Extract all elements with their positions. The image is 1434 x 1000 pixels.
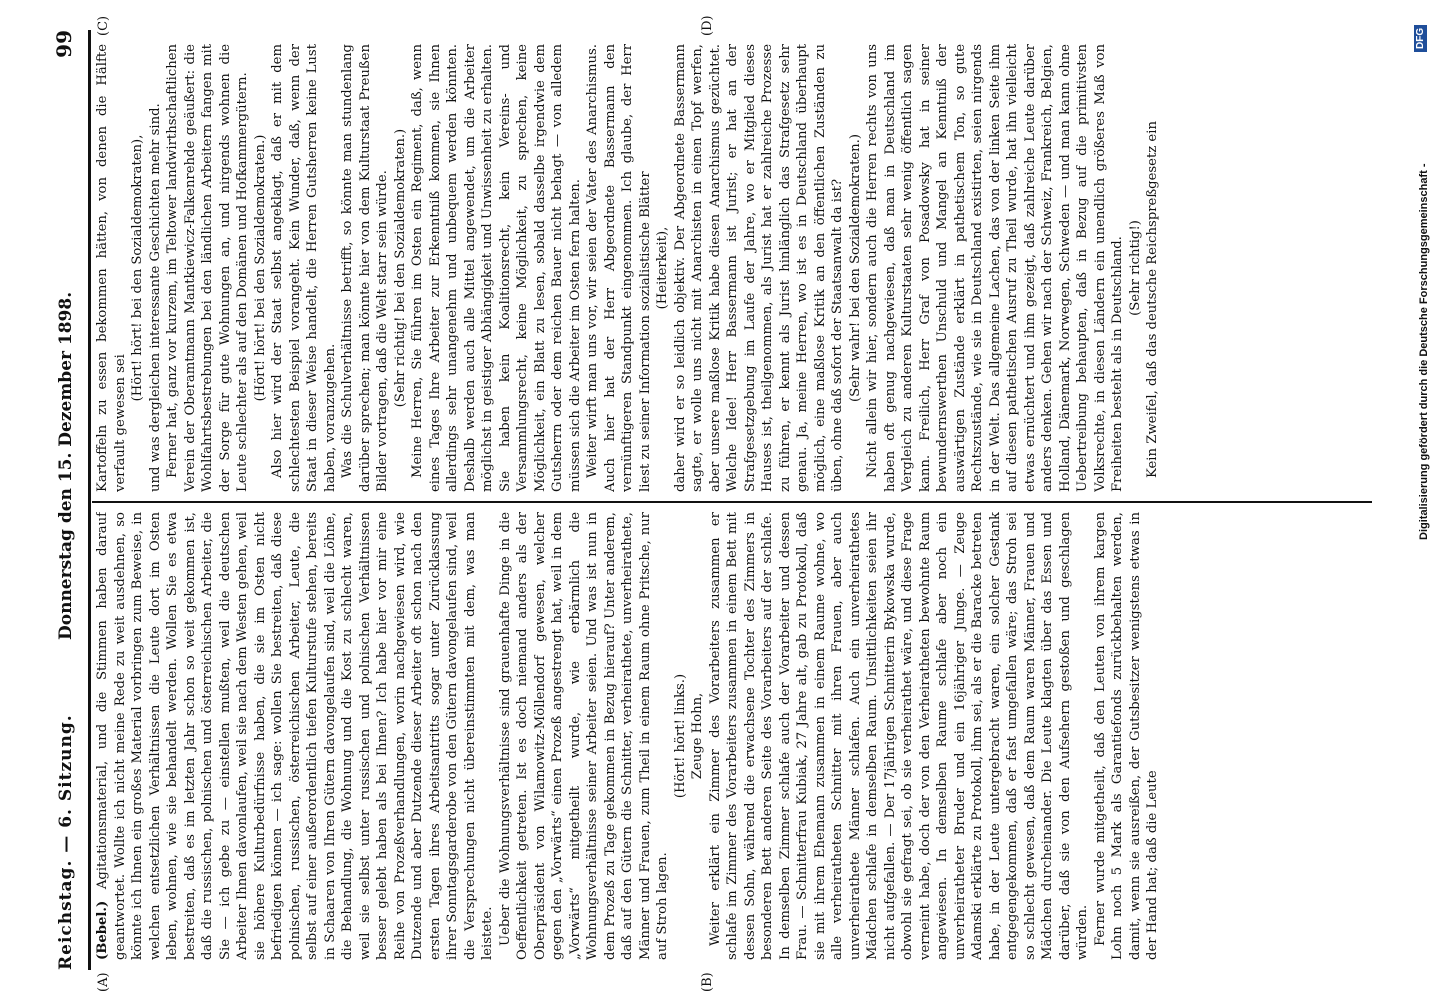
header-left: Reichstag. — 6. Sitzung. — [56, 714, 76, 970]
column-divider — [92, 501, 1372, 503]
digitization-credit — [1418, 163, 1430, 540]
paragraph: Ferner wurde mitgetheilt, daß den Leuten von ihrem kargen Lohn noch 5 Mark als Garantiefonds zurückbehalten werden, damit, wenn sie ausreißen, der Gutsbesitzer wenigstens etwas in der Hand hat; daß die Leute — [1092, 512, 1160, 960]
paragraph: Ueber die Wohnungsverhältnisse sind grauenhafte Dinge in die Oeffentlichkeit getreten. Ist es doch niemand anders als der Oberpräsident von Wilamowitz-Möllendorf gewesen, welcher gegen den „Vorwärts“ einen Prozeß angestrengt hat, weil in dem „Vorwärts“ mitgetheilt wurde, wie erbärmlich die Wohnungsverhältnisse seiner Arbeiter seien. Und was ist nun in dem Prozeß zu Tage gekommen in Bezug hierauf? Unter anderem, daß auf den Gütern die Schnitter, verheirathete, unverheirathete, Männer und Frauen, zum Theil in einem Raum ohne Pritsche, nur auf Stroh lagen. — [497, 512, 670, 960]
interjection: (Sehr richtig!) — [1127, 220, 1143, 316]
margin-mark-c: (C) — [96, 15, 111, 36]
paragraph: Was die Schulverhältnisse betrifft, so könnte man stundenlang darüber sprechen; man könnte hier von dem Kulturstaat Preußen Bilder vortragen, daß die Welt starr sein würde. — [340, 44, 390, 492]
paragraph: Kein Zweifel, daß das deutsche Reichspreßgesetz ein — [1145, 121, 1160, 478]
header-rule — [88, 30, 91, 970]
paragraph: und was dergleichen interessante Geschichten mehr sind. — [147, 103, 163, 492]
paragraph: Also hier wird der Staat selbst angeklagt, daß er mit dem schlechtesten Beispiel vorangeht. Kein Wunder, daß, wenn der Staat in dieser Weise handelt, die Herren Gutsherren keine Lust haben, voranzugehen. — [270, 44, 338, 492]
interjection: (Hört! hört! bei den Sozialdemokraten.) — [252, 134, 268, 402]
margin-mark-d: (D) — [700, 15, 715, 36]
dfg-logo: DFG — [1414, 25, 1427, 52]
witness-name: Zeuge Hohn, — [690, 692, 705, 780]
column-left — [94, 512, 1374, 960]
interjection: (Sehr wahr! bei den Sozialdemokraten.) — [847, 134, 863, 402]
interjection: (Hört! hört! bei den Sozialdemokraten), — [130, 134, 145, 402]
interjection: (Sehr richtig! bei den Sozialdemokraten.) — [392, 128, 408, 408]
paragraph: daher wird er so leidlich objektiv. Der Abgeordnete Bassermann sagte, er wolle uns nicht mit Anarchisten in einen Topf werfen, aber unsere maßlose Kritik habe diesen Anarchismus gezüchtet. Welche Idee! Herr Bassermann ist Jurist; er hat an der Strafgesetzgebung im Laufe der Jahre, wo er Mitglied dieses Hauses ist, theilgenommen, als Jurist hat er zahlreiche Prozesse zu führen, er kennt als Jurist hinlänglich das Strafgesetz sehr genau. Ja, meine Herren, wo ist es in Deutschland überhaupt möglich, eine maßlose Kritik an den öffentlichen Zuständen zu üben, ohne daß sofort der Staatsanwalt da ist? — [672, 44, 845, 492]
paragraph: Kartoffeln zu essen bekommen hätten, von denen die Hälfte verfault gewesen sei — [95, 44, 128, 492]
paragraph: Weiter erklärt ein Zimmer des Vorarbeiters zusammen er schlafe im Zimmer des Vorarbeiters zusammen in einem Bett mit dessen Sohn, während die erwachsene Tochter des Zimmers in besonderen Bett anderen Seite des Vorarbeiters auf der schlafe. In demselben Zimmer schlafe auch der Vorarbeiter und dessen Frau. — Schnitterfrau Kubiak, 27 Jahre alt, gab zu Protokoll, daß sie mit ihrem Ehemann zusammen in einem Raume wohne, wo alle verheiratheten Schnitter mit ihren Frauen, aber auch unverheirathete Männer schlafen. Auch ein unverheirathetes Mädchen schlafe in demselben Raum. Unsittlichkeiten seien ihr nicht aufgefallen. — Der 17jährigen Schnitterin Bykowska wurde, obwohl sie gefragt sei, ob sie verheirathet wäre, und diese Frage verneint habe, doch der von den Verheiratheten bewohnte Raum angewiesen. In demselben Raume schlafe aber noch ein unverheiratheter Bruder und ein 16jähriger Junge. — Zeuge Adamski erklärte zu Protokoll, ihm sei, als er die Baracke betreten habe, in der Leute untergebracht waren, ein solcher Gestank entgegengekommen, daß er fast umgefallen wäre; das Stroh sei so schlecht gewesen, daß dem Raum waren Männer, Frauen und Mädchen durcheinander. Die Leute klagten über das Essen und darüber, daß sie von den Aufsehern gestoßen und geschlagen würden. — [707, 512, 1090, 960]
paragraph: Ferner hat, ganz vor kurzem, im Teltower landwirthschaftlichen Verein der Oberamtmann Mantkiewicz-Falkenrehde geäußert: die Wohlfahrtsbestrebungen bei den ländlichen Arbeitern fangen mit der Sorge für gute Wohnungen an, und nirgends wohnen die Leute schlechter als auf den Domänen und Hofkammergütern. — [165, 44, 250, 492]
margin-mark-b: (B) — [700, 972, 715, 992]
paragraph: Weiter wirft man uns vor, wir seien der Vater des Anarchismus. Auch hier hat der Herr Abgeordnete Bassermann den vernünftigeren Standpunkt eingenommen. Ich glaube, der Herr liest zu seiner Information sozialistische Blätter — [585, 44, 653, 492]
paragraph: Nicht allein wir hier, sondern auch die Herren rechts von uns haben oft genug nachgewiesen, daß man in Deutschland im Vergleich zu anderen Kulturstaaten sehr wenig öffentlich sagen kann. Freilich, Herr Graf von Posadowsky hat in seiner bewundernswerthen Unschuld und Mangel an Kenntniß der auswärtigen Zustände erklärt in pathetischem Ton, so gute Rechtszustände, wie sie in Deutschland existirten, seien nirgends in der Welt. Das allgemeine Lachen, das von der linken Seite ihm auf diesen pathetischen Ausruf zu Theil wurde, hat ihn vielleicht etwas ernüchtert und ihm gezeigt, daß zahlreiche Leute darüber anders denken. Gehen wir nach der Schweiz, Frankreich, Belgien, Holland, Dänemark, Norwegen, Schweden — und man kann ohne Uebertreibung behaupten, daß in Bezug auf die primitivsten Volksrechte, in diesen Ländern ein unendlich größeres Maß von Freiheiten besteht als in Deutschland. — [865, 44, 1125, 492]
interjection: (Heiterkeit), — [655, 226, 670, 310]
page-header — [52, 30, 86, 970]
paragraph: Meine Herren, Sie führen im Osten ein Regiment, daß, wenn eines Tages Ihre Arbeiter zur Erkenntniß kommen, sie Ihnen allerdings sehr unangenehm und unbequem werden könnten. Deshalb werden auch alle Mittel angewendet, um die Arbeiter möglichst in geistiger Abhängigkeit und Unwissenheit zu erhalten. Sie haben kein Koalitionsrecht, kein Vereins- und Versammlungsrecht, keine Möglichkeit, zu sprechen, keine Möglichkeit, ein Blatt zu lesen, sobald dasselbe irgendwie dem Gutsherrn oder dem reichen Bauer nicht behagt — von alledem müssen sich die Arbeiter im Osten fern halten. — [410, 44, 583, 492]
header-center: Donnerstag den 15. Dezember 1898. — [56, 291, 76, 640]
column-right — [94, 44, 1374, 492]
paragraph: Agitationsmaterial, und die Stimmen haben darauf geantwortet. Wollte ich nicht meine Rede zu weit ausdehnen, so könnte ich Ihnen ein großes Material vorbringen zum Beweise, in welchen entsetzlichen Verhältnissen die Leute dort im Osten leben, wohnen, wie sie behandelt werden. Wollen Sie es etwa bestreiten, daß es im letzten Jahr schon so weit gekommen ist, daß die russischen, polnischen und österreichischen Arbeiter, die Sie — ich gebe zu — einstellen mußten, weil die deutschen Arbeiter Ihnen davonlaufen, weil sie nach dem Westen gehen, weil sie höhere Kulturbedürfnisse haben, die sie im Osten nicht befriedigen können — ich sage: wollen Sie bestreiten, daß diese polnischen, russischen, österreichischen Arbeiter, Leute, die selbst auf einer außerordentlich tiefen Kulturstufe stehen, bereits in Schaaren von Ihren Gütern davongelaufen sind, weil die Löhne, die Behandlung, die Wohnung und die Kost zu schlecht waren, weil sie selbst unter russischen und polnischen Verhältnissen besser gelebt haben als bei Ihnen? Ich habe hier vor mir eine Reihe von Prozeßverhandlungen, worin nachgewiesen wird, wie Dutzende und aber Dutzende dieser Arbeiter oft schon nach den ersten Tagen ihres Arbeitsantritts sogar unter Zurücklassung ihrer Sonntagsgarderobe von den Gütern davongelaufen sind, weil die Versprechungen nicht übereinstimmten mit dem, was man leistete. — [95, 512, 495, 960]
margin-mark-a: (A) — [96, 972, 111, 992]
interjection: (Hört! hört! links.) — [672, 673, 688, 799]
page-number: 99 — [52, 30, 76, 58]
credit-text: Digitalisierung gefördert durch die Deutsche Forschungsgemeinschaft - — [1418, 163, 1430, 540]
speaker-tag: (Bebel.) — [95, 900, 110, 960]
